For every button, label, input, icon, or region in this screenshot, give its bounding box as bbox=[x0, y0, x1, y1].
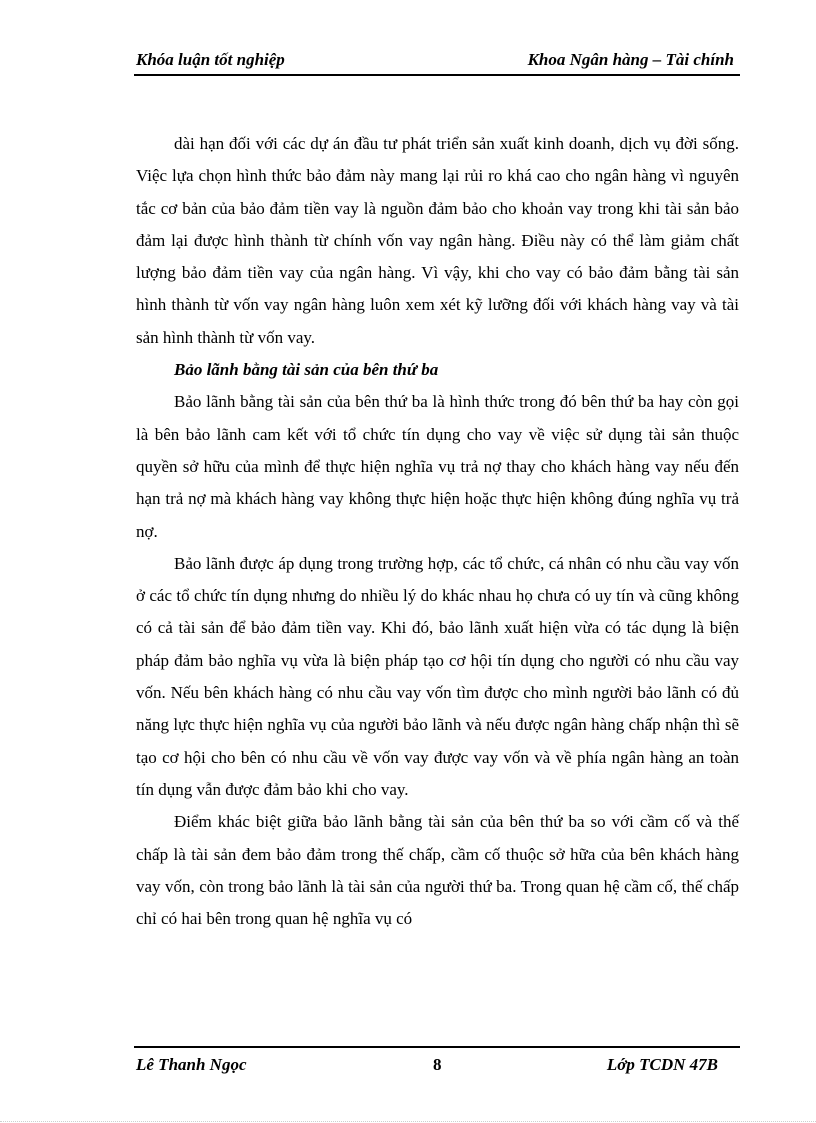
paragraph-4: Điểm khác biệt giữa bảo lãnh bằng tài sản của bên thứ ba so với cầm cố và thế chấp là tài sản đem bảo đảm trong thế chấp, cầm cố thuộc sở hữa của bên khách hàng vay vốn, còn trong bảo lãnh là tài sản của người thứ ba. Trong quan hệ cầm cố, thế chấp chỉ có hai bên trong quan hệ nghĩa vụ có bbox=[136, 812, 739, 929]
page-footer bbox=[134, 1046, 740, 1078]
header-faculty-title: Khoa Ngân hàng – Tài chính bbox=[527, 50, 734, 69]
page-header bbox=[134, 48, 740, 76]
footer-author: Lê Thanh Ngọc bbox=[136, 1055, 247, 1074]
page-edge-divider bbox=[0, 1121, 816, 1122]
section-subheading: Bảo lãnh bằng tài sản của bên thứ ba bbox=[174, 360, 439, 380]
footer-class-name: Lớp TCDN 47B bbox=[606, 1055, 718, 1074]
document-body bbox=[136, 128, 739, 935]
paragraph-1: dài hạn đối với các dự án đầu tư phát triển sản xuất kinh doanh, dịch vụ đời sống. Việc lựa chọn hình thức bảo đảm này mang lại rủi ro khá cao cho ngân hàng vì nguyên tắc cơ bản của bảo đảm tiền vay là nguồn đảm bảo cho khoản vay trong khi tài sản bảo đảm lại được hình thành từ chính vốn vay ngân hàng. Điều này có thể làm giảm chất lượng bảo đảm tiền vay của ngân hàng. Vì vậy, khi cho vay có bảo đảm bằng tài sản hình thành từ vốn vay ngân hàng luôn xem xét kỹ lưỡng đối với khách hàng vay và tài sản hình thành từ vốn vay. bbox=[136, 134, 739, 347]
paragraph-3: Bảo lãnh được áp dụng trong trường hợp, các tổ chức, cá nhân có nhu cầu vay vốn ở các tổ chức tín dụng nhưng do nhiều lý do khác nhau họ chưa có uy tín và cũng không có cả tài sản để bảo đảm tiền vay. Khi đó, bảo lãnh xuất hiện vừa có tác dụng là biện pháp đảm bảo nghĩa vụ vừa là biện pháp tạo cơ hội tín dụng cho người có nhu cầu vay vốn. Nếu bên khách hàng có nhu cầu vay vốn tìm được cho mình người bảo lãnh có đủ năng lực thực hiện nghĩa vụ của người bảo lãnh và nếu được ngân hàng chấp nhận thì sẽ tạo cơ hội cho bên có nhu cầu về vốn vay được vay vốn và về phía ngân hàng an toàn tín dụng vẫn được đảm bảo khi cho vay. bbox=[136, 553, 739, 799]
footer-page-number: 8 bbox=[433, 1055, 442, 1074]
paragraph-2: Bảo lãnh bằng tài sản của bên thứ ba là hình thức trong đó bên thứ ba hay còn gọi là bên bảo lãnh cam kết với tổ chức tín dụng cho vay về việc sử dụng tài sản thuộc quyền sở hữu của mình để thực hiện nghĩa vụ trả nợ thay cho khách hàng vay nếu đến hạn trả nợ mà khách hàng vay không thực hiện hoặc thực hiện không đúng nghĩa vụ trả nợ. bbox=[136, 392, 739, 541]
header-thesis-title: Khóa luận tốt nghiệp bbox=[136, 50, 285, 69]
